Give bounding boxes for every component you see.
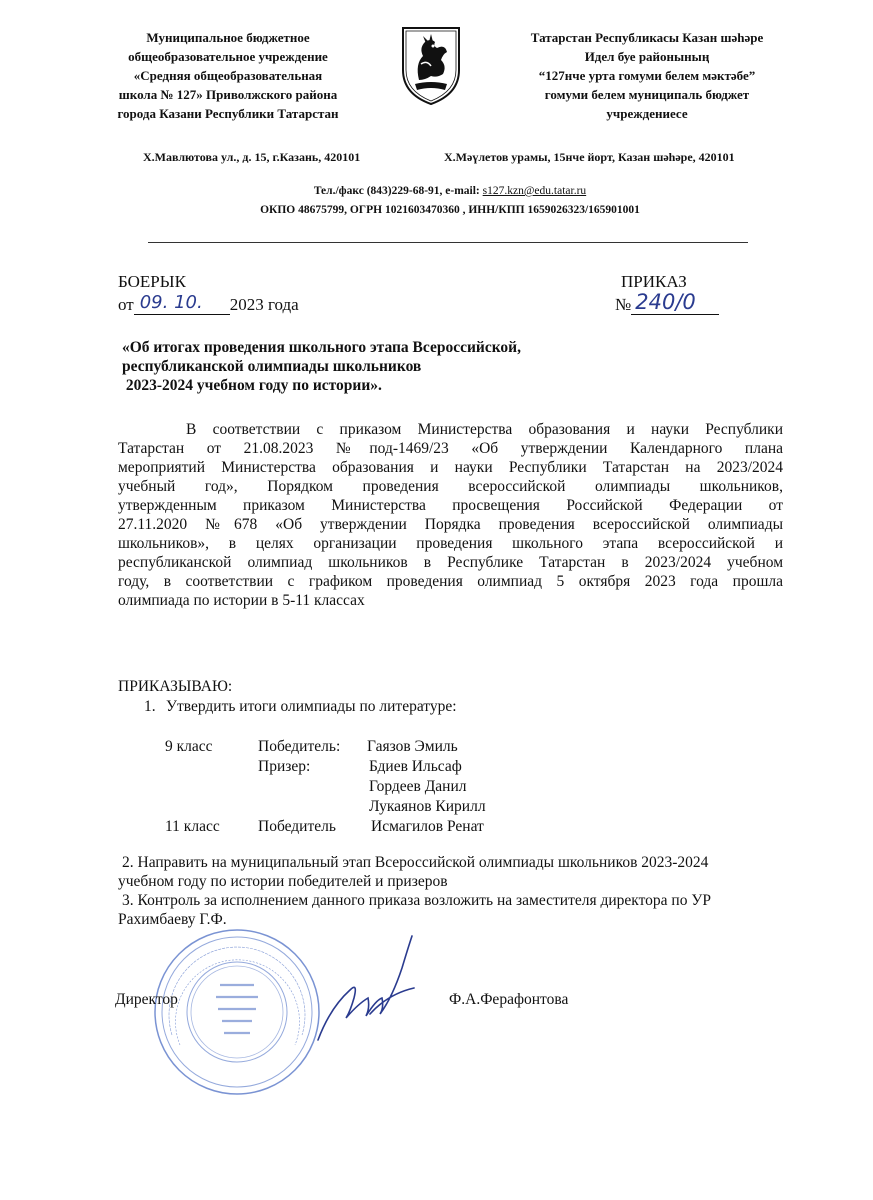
date-suffix: 2023 года — [229, 295, 299, 314]
header-left-line: Муниципальное бюджетное — [146, 30, 310, 45]
address-right: Х.Мәүлетов урамы, 15нче йорт, Казан шәһәре, 420101 — [444, 150, 735, 164]
body-line: школьников», в целях организации проведения школьного этапа всероссийской и — [118, 535, 783, 552]
official-stamp — [150, 925, 325, 1100]
winner-11-name: Исмагилов Ренат — [371, 818, 484, 835]
prizer-1-name: Бдиев Ильсаф — [369, 758, 462, 775]
number-prefix: № — [615, 295, 632, 314]
header-left-line: школа № 127» Приволжского района — [118, 87, 338, 102]
winner-9-label: Победитель: — [258, 738, 341, 755]
item-2 — [118, 853, 708, 891]
header-right-line: Идел буе районының — [584, 49, 710, 64]
class-11-label: 11 класс — [165, 818, 220, 835]
order-date — [118, 294, 299, 315]
header-divider — [148, 242, 748, 243]
email-link[interactable]: s127.kzn@edu.tatar.ru — [482, 185, 587, 197]
prizer-label: Призер: — [258, 758, 311, 775]
body-line: республиканской олимпиад школьников в Республике Татарстан в 2023/2024 учебном — [118, 554, 783, 571]
header-right-line: учреждениесе — [606, 106, 688, 121]
class-9-label: 9 класс — [165, 738, 213, 755]
title-line: 2023-2024 учебном году по истории». — [122, 377, 382, 394]
order-number — [615, 290, 719, 315]
orders-heading: ПРИКАЗЫВАЮ: — [118, 678, 233, 695]
item-1-number: 1. — [144, 698, 156, 715]
winner-11-label: Победитель — [258, 818, 336, 835]
director-signature — [310, 928, 425, 1048]
contact-line — [150, 182, 750, 201]
order-type-tatar: БОЕРЫК — [118, 272, 186, 291]
header-left-line: города Казани Республики Татарстан — [117, 106, 339, 121]
title-line: «Об итогах проведения школьного этапа Всероссийской, — [122, 339, 521, 356]
order-title — [122, 338, 521, 395]
date-prefix: от — [118, 295, 134, 314]
item-3-line: Рахимбаеву Г.Ф. — [118, 911, 227, 928]
body-paragraph — [118, 420, 783, 610]
prizer-2-name: Гордеев Данил — [369, 778, 467, 795]
body-line: 27.11.2020 №678 «Об утверждении Порядка проведения всероссийской олимпиады — [118, 516, 783, 533]
header-right-line: гомуми белем муниципаль бюджет — [544, 87, 750, 102]
number-handwritten: 240/0 — [635, 290, 696, 314]
header-left-line: общеобразовательное учреждение — [128, 49, 328, 64]
registry-line: ОКПО 48675799, ОГРН 1021603470360 , ИНН/КПП 1659026323/165901001 — [260, 204, 640, 216]
body-line: году, в соответствии с графиком проведения олимпиад 5 октября 2023 года прошла — [118, 573, 783, 590]
item-2-line: учебном году по истории победителей и призеров — [118, 873, 448, 890]
prizer-3-name: Лукаянов Кирилл — [369, 798, 486, 815]
date-field — [134, 294, 230, 315]
header-right-line: Татарстан Республикасы Казан шәһәре — [530, 30, 764, 45]
number-field — [631, 290, 719, 315]
header-left-line: «Средняя общеобразовательная — [133, 68, 323, 83]
item-3-line: 3. Контроль за исполнением данного приказа возложить на заместителя директора по УР — [122, 892, 711, 909]
contact-phone: Тел./факс (843)229-68-91, e-mail: — [313, 185, 483, 197]
winner-9-name: Гаязов Эмиль — [367, 738, 458, 755]
director-name: Ф.А.Ферафонтова — [449, 991, 569, 1008]
order-type-russian: ПРИКАЗ — [621, 272, 687, 291]
title-line: республиканской олимпиады школьников — [122, 358, 422, 375]
contact-block — [150, 182, 750, 220]
header-right-block — [492, 28, 802, 123]
body-line: олимпиада по истории в 5-11 классах — [118, 592, 365, 609]
body-line: Татарстан от 21.08.2023 №под-1469/23 «Об утверждении Календарного плана — [118, 440, 783, 457]
body-line: мероприятий Министерства образования и науки Республики Татарстан на 2023/2024 — [118, 459, 783, 476]
address-left: Х.Мавлютова ул., д. 15, г.Казань, 420101 — [143, 150, 361, 164]
body-line: В соответствии с приказом Министерства образования и науки Республики — [186, 421, 783, 438]
item-1-text: Утвердить итоги олимпиады по литературе: — [166, 698, 457, 715]
coat-of-arms-icon — [397, 24, 465, 106]
date-handwritten: 09. 10. — [139, 292, 203, 313]
header-left-block — [78, 28, 378, 123]
body-line: учебный год», Порядком проведения всероссийской олимпиады школьников, — [118, 478, 783, 495]
item-3 — [118, 891, 711, 929]
item-2-line: 2. Направить на муниципальный этап Всероссийской олимпиады школьников 2023-2024 — [122, 854, 709, 871]
body-line: утвержденным приказом Министерства просвещения Российской Федерации от — [118, 497, 783, 514]
header-right-line: “127нче урта гомуми белем мәктәбе” — [538, 68, 756, 83]
signature-role: Директор — [115, 991, 178, 1008]
